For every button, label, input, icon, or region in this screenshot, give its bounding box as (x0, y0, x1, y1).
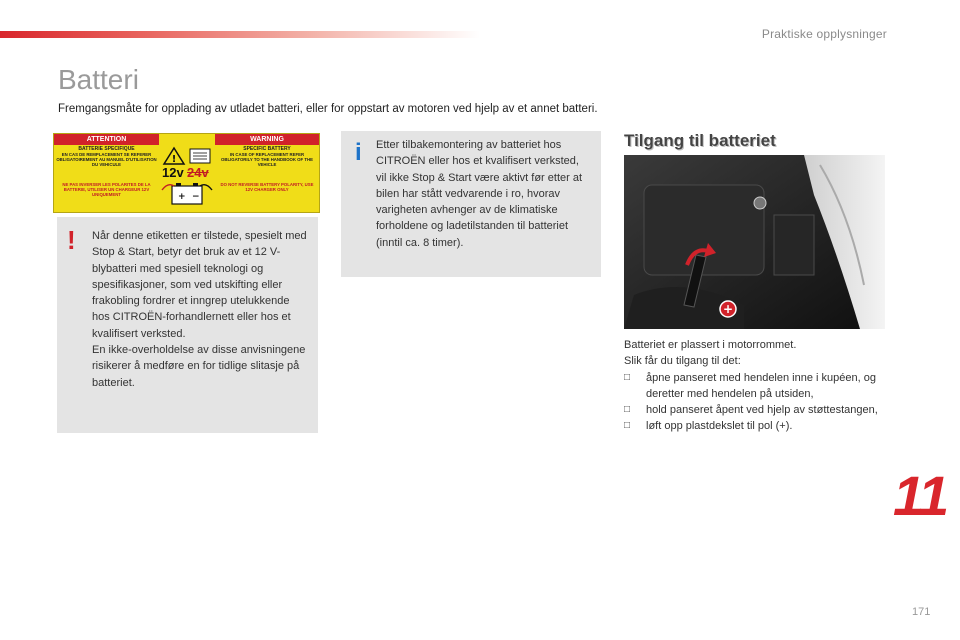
list-item (624, 418, 886, 434)
access-instructions (624, 337, 886, 435)
access-intro-line-2: Slik får du tilgang til det: (624, 355, 741, 368)
engine-bay-photo (624, 155, 885, 329)
label-right-top (217, 147, 317, 167)
warning-text: Når denne etiketten er tilstede, spesielt med Stop & Start, betyr det bruk av et 12 V-blybatteri med spesiell teknologi og spesifikasjoner, som ved utskifting eller frakobling fordrer et inngrep utelukkende hos CITROËN-forhandlernett eller hos et kvalifisert verksted. En ikke-overholdelse av disse anvisningene risikerer å medføre en for tidlige slitasje på batteriet. (92, 230, 307, 389)
info-text: Etter tilbakemontering av batteriet hos CITROËN eller hos et kvalifisert verksted, vil ikke Stop & Start være aktivt før etter at bilen har stått vedvarende i ro, hvorav varigheten avhenger av de klimatiske forholdene og ladetilstanden til batteriet (inntil ca. 8 timer). (376, 139, 583, 249)
voltage-24v: 24v (187, 165, 209, 180)
svg-text:!: ! (171, 154, 177, 165)
header-accent-bar (0, 31, 480, 38)
access-intro-line-1: Batteriet er plassert i motorrommet. (624, 339, 797, 351)
voltage-12v: 12v (162, 165, 184, 180)
battery-warning-label (53, 133, 320, 213)
intro-text: Fremgangsmåte for opplading av utladet batteri, eller for oppstart av motoren ved hjelp av et annet batteri. (58, 103, 598, 115)
svg-text:+: + (722, 302, 734, 316)
section-title: Praktiske opplysninger (761, 27, 887, 41)
svg-text:+: + (178, 192, 186, 202)
access-heading: Tilgang til batteriet (624, 131, 776, 150)
engine-bay-illustration (624, 155, 885, 329)
exclamation-icon: ! (67, 225, 76, 255)
label-right-bottom: DO NOT REVERSE BATTERY POLARITY, USE 12V CHARGER ONLY (220, 182, 314, 192)
step-1-text: åpne panseret med hendelen inne i kupéen, og deretter med hendelen på utsiden, (646, 371, 876, 400)
warning-box (57, 217, 318, 433)
label-left-top (56, 147, 157, 167)
checkbox-bullet-icon: □ (624, 371, 631, 383)
list-item (624, 402, 886, 418)
info-icon: i (355, 139, 362, 166)
checkbox-bullet-icon: □ (624, 420, 631, 432)
page-number: 171 (912, 606, 931, 618)
checkbox-bullet-icon: □ (624, 404, 631, 416)
info-box (341, 131, 601, 277)
list-item (624, 370, 886, 403)
svg-text:−: − (192, 192, 200, 202)
label-left-top-sub: EN CAS DE REMPLACEMENT SE REFERER OBLIGATOIREMENT AU MANUEL D'UTILISATION DU VEHICULE (56, 152, 157, 167)
step-3-text: løft opp plastdekslet til pol (+). (646, 420, 793, 433)
chapter-number: 11 (893, 464, 948, 527)
label-right-top-sub: IN CASE OF REPLACEMENT REFER OBLIGATORILY TO THE HANDBOOK OF THE VEHICLE (221, 152, 313, 167)
step-2-text: hold panseret åpent ved hjelp av støttestangen, (646, 404, 878, 417)
label-right-top-title: SPECIFIC BATTERY (243, 146, 291, 152)
label-left-top-title: BATTERIE SPECIFIQUE (78, 146, 135, 152)
page-title: Batteri (58, 64, 139, 95)
label-left-bottom: NE PAS INVERSER LES POLARITES DE LA BATTERIE, UTILISER UN CHARGEUR 12V UNIQUEMENT (62, 182, 151, 197)
label-heading-right: WARNING (215, 134, 319, 145)
label-heading-left: ATTENTION (54, 134, 159, 145)
